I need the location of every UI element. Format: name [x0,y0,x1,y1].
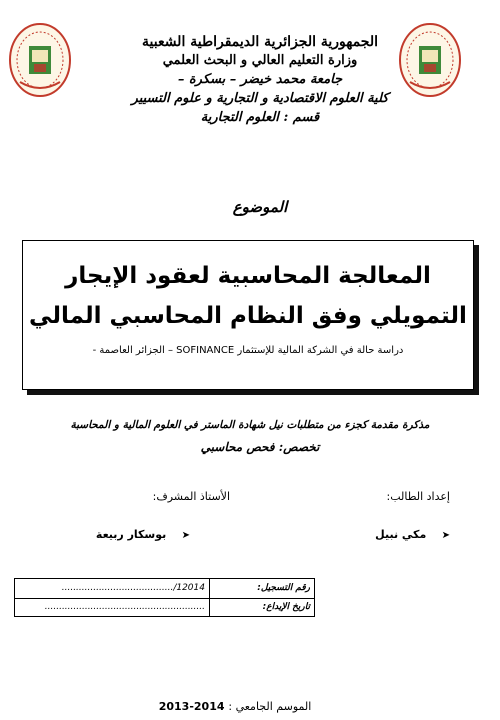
academic-year-label: الموسم الجامعي : [228,700,312,713]
academic-year [150,700,320,713]
student-name-row [300,528,450,541]
supervisor-name: بوسكار ربيعة [95,528,167,541]
supervisor-label: الأستاذ المشرف: [152,490,230,503]
deposit-row [15,598,314,617]
university-name: جامعة محمد خيضر – بسكرة – [177,72,343,87]
bullet-arrow-icon: ➤ [181,530,190,541]
subject-label: الموضوع [232,198,288,216]
thesis-title-line1: المعالجة المحاسبية لعقود الإيجار [65,263,431,289]
deposit-label: تاريخ الإيداع: [209,598,314,617]
case-study-subtitle: دراسة حالة في الشركة المالية للإستثمار SOFINANCE – الجزائر العاصمة - [92,345,404,356]
faculty-name: كلية العلوم الاقتصادية و التجارية و علوم التسيير [131,91,389,106]
specialization: تخصص: فحص محاسبي [200,440,320,454]
thesis-title-line2: التمويلي وفق النظام المحاسبي المالي [29,303,467,329]
title-box [22,240,474,390]
ministry-name: وزارة التعليم العالي و البحث العلمي [162,53,358,68]
registration-row [15,579,314,599]
department-name: قسم : العلوم التجارية [200,110,320,125]
deposit-value: ........................................................ [44,602,205,612]
registration-value: 12014/....................................... [61,583,205,593]
student-label: إعداد الطالب: [386,490,450,503]
supervisor-name-row [40,528,190,541]
memo-description: مذكرة مقدمة كجزء من متطلبات نيل شهادة الماستر في العلوم المالية و المحاسبة [70,419,430,431]
academic-year-value: 2014-2013 [158,700,225,713]
registration-label: رقم التسجيل: [209,579,314,598]
student-name: مكي نبيل [375,528,427,541]
republic-name: الجمهورية الجزائرية الديمقراطية الشعبية [141,34,378,50]
registration-table [14,578,315,617]
bullet-arrow-icon: ➤ [441,530,450,541]
